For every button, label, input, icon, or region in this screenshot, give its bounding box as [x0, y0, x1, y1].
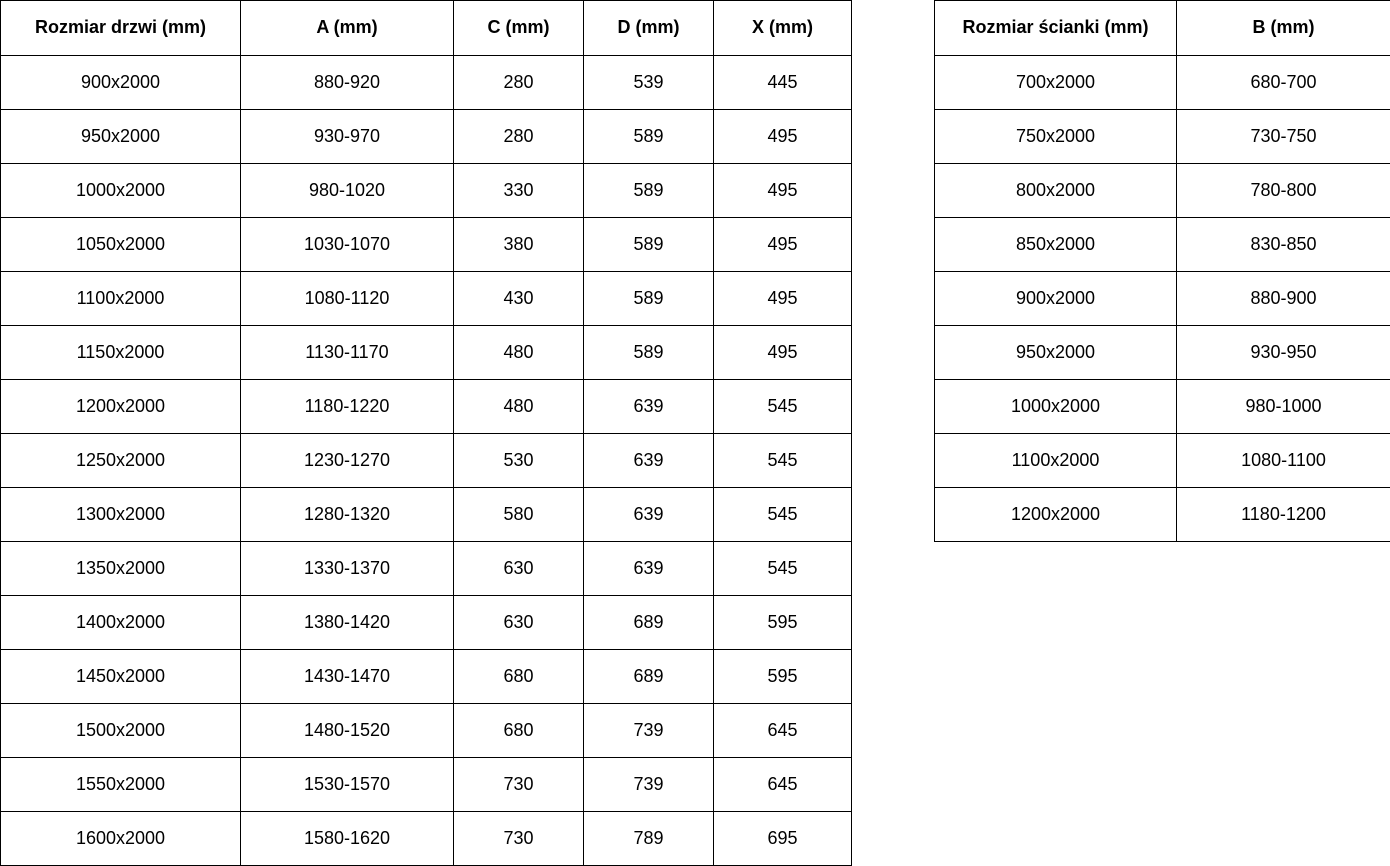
doors_table-cell: 1080-1120	[241, 272, 454, 326]
doors_table-cell: 589	[584, 164, 714, 218]
doors_table-cell: 589	[584, 272, 714, 326]
table-row	[1, 272, 852, 326]
doors_table-cell: 1380-1420	[241, 596, 454, 650]
doors_table-cell: 1550x2000	[1, 758, 241, 812]
doors_table-cell: 1030-1070	[241, 218, 454, 272]
column-header-d: D (mm)	[584, 1, 714, 56]
doors_table-cell: 545	[714, 380, 852, 434]
table-row	[935, 218, 1390, 272]
doors_table-cell: 730	[454, 758, 584, 812]
wall-dimensions-table	[934, 0, 1390, 542]
wall_table-cell: 730-750	[1177, 110, 1390, 164]
column-header-wall-size: Rozmiar ścianki (mm)	[935, 1, 1177, 56]
table-row	[1, 812, 852, 866]
doors_table-cell: 980-1020	[241, 164, 454, 218]
table-row	[1, 650, 852, 704]
doors_table-cell: 639	[584, 488, 714, 542]
table-row	[1, 488, 852, 542]
doors_table-cell: 1000x2000	[1, 164, 241, 218]
doors_table-cell: 1250x2000	[1, 434, 241, 488]
doors_table-cell: 280	[454, 56, 584, 110]
table-row	[1, 110, 852, 164]
doors_table-cell: 545	[714, 488, 852, 542]
doors_table-cell: 739	[584, 704, 714, 758]
doors_table-cell: 639	[584, 434, 714, 488]
doors_table-cell: 730	[454, 812, 584, 866]
doors_table-cell: 930-970	[241, 110, 454, 164]
doors_table-cell: 595	[714, 650, 852, 704]
wall_table-cell: 1180-1200	[1177, 488, 1390, 542]
doors_table-cell: 1330-1370	[241, 542, 454, 596]
table-row	[935, 164, 1390, 218]
doors_table-cell: 495	[714, 110, 852, 164]
doors_table-cell: 1600x2000	[1, 812, 241, 866]
doors_table-cell: 1350x2000	[1, 542, 241, 596]
table-row	[935, 380, 1390, 434]
doors_table-cell: 1400x2000	[1, 596, 241, 650]
wall_table-cell: 1200x2000	[935, 488, 1177, 542]
table-header-row	[1, 1, 852, 56]
doors_table-cell: 1200x2000	[1, 380, 241, 434]
wall_table-cell: 1000x2000	[935, 380, 1177, 434]
doors_table-cell: 539	[584, 56, 714, 110]
table-row	[1, 326, 852, 380]
doors_table-cell: 545	[714, 542, 852, 596]
table-row	[935, 326, 1390, 380]
doors_table-cell: 495	[714, 164, 852, 218]
wall_table-cell: 850x2000	[935, 218, 1177, 272]
wall_table-cell: 900x2000	[935, 272, 1177, 326]
wall-table-head	[935, 1, 1390, 56]
doors_table-cell: 1300x2000	[1, 488, 241, 542]
wall_table-cell: 930-950	[1177, 326, 1390, 380]
table-row	[1, 704, 852, 758]
wall_table-cell: 750x2000	[935, 110, 1177, 164]
table-row	[935, 434, 1390, 488]
doors_table-cell: 495	[714, 218, 852, 272]
wall_table-cell: 800x2000	[935, 164, 1177, 218]
table-row	[1, 218, 852, 272]
doors_table-cell: 689	[584, 650, 714, 704]
doors_table-cell: 530	[454, 434, 584, 488]
doors_table-cell: 589	[584, 326, 714, 380]
table-row	[1, 542, 852, 596]
doors_table-cell: 739	[584, 758, 714, 812]
table-row	[935, 56, 1390, 110]
doors_table-cell: 645	[714, 758, 852, 812]
column-header-door-size: Rozmiar drzwi (mm)	[1, 1, 241, 56]
doors_table-cell: 1430-1470	[241, 650, 454, 704]
table-row	[1, 596, 852, 650]
doors_table-cell: 1180-1220	[241, 380, 454, 434]
wall_table-cell: 780-800	[1177, 164, 1390, 218]
doors_table-cell: 900x2000	[1, 56, 241, 110]
table-row	[935, 488, 1390, 542]
doors_table-cell: 1280-1320	[241, 488, 454, 542]
doors_table-cell: 495	[714, 326, 852, 380]
column-header-c: C (mm)	[454, 1, 584, 56]
doors_table-cell: 330	[454, 164, 584, 218]
wall_table-cell: 680-700	[1177, 56, 1390, 110]
wall_table-cell: 830-850	[1177, 218, 1390, 272]
doors_table-cell: 1150x2000	[1, 326, 241, 380]
table-row	[1, 380, 852, 434]
doors_table-cell: 639	[584, 542, 714, 596]
doors_table-cell: 1580-1620	[241, 812, 454, 866]
table-row	[1, 56, 852, 110]
wall-table-body	[935, 56, 1390, 542]
doors_table-cell: 1050x2000	[1, 218, 241, 272]
table-row	[1, 758, 852, 812]
column-header-x: X (mm)	[714, 1, 852, 56]
column-header-b: B (mm)	[1177, 1, 1390, 56]
doors_table-cell: 280	[454, 110, 584, 164]
doors_table-cell: 495	[714, 272, 852, 326]
doors_table-cell: 1130-1170	[241, 326, 454, 380]
doors_table-cell: 1230-1270	[241, 434, 454, 488]
wall_table-cell: 1080-1100	[1177, 434, 1390, 488]
doors_table-cell: 630	[454, 596, 584, 650]
doors_table-cell: 645	[714, 704, 852, 758]
column-header-a: A (mm)	[241, 1, 454, 56]
doors_table-cell: 430	[454, 272, 584, 326]
wall_table-cell: 880-900	[1177, 272, 1390, 326]
doors_table-cell: 950x2000	[1, 110, 241, 164]
table-row	[935, 272, 1390, 326]
doors_table-cell: 1530-1570	[241, 758, 454, 812]
doors_table-cell: 380	[454, 218, 584, 272]
doors_table-cell: 1480-1520	[241, 704, 454, 758]
wall_table-cell: 950x2000	[935, 326, 1177, 380]
doors_table-cell: 680	[454, 704, 584, 758]
doors_table-cell: 589	[584, 218, 714, 272]
doors-table-head	[1, 1, 852, 56]
doors_table-cell: 445	[714, 56, 852, 110]
doors_table-cell: 695	[714, 812, 852, 866]
doors_table-cell: 589	[584, 110, 714, 164]
doors_table-cell: 689	[584, 596, 714, 650]
doors_table-cell: 639	[584, 380, 714, 434]
doors_table-cell: 630	[454, 542, 584, 596]
doors_table-cell: 480	[454, 326, 584, 380]
doors_table-cell: 1100x2000	[1, 272, 241, 326]
doors_table-cell: 789	[584, 812, 714, 866]
table-row	[935, 110, 1390, 164]
doors_table-cell: 545	[714, 434, 852, 488]
doors_table-cell: 580	[454, 488, 584, 542]
doors_table-cell: 1500x2000	[1, 704, 241, 758]
doors_table-cell: 680	[454, 650, 584, 704]
table-row	[1, 164, 852, 218]
wall_table-cell: 1100x2000	[935, 434, 1177, 488]
doors_table-cell: 880-920	[241, 56, 454, 110]
table-row	[1, 434, 852, 488]
wall_table-cell: 700x2000	[935, 56, 1177, 110]
doors_table-cell: 1450x2000	[1, 650, 241, 704]
doors_table-cell: 480	[454, 380, 584, 434]
table-header-row	[935, 1, 1390, 56]
doors_table-cell: 595	[714, 596, 852, 650]
wall_table-cell: 980-1000	[1177, 380, 1390, 434]
doors-table-body	[1, 56, 852, 866]
